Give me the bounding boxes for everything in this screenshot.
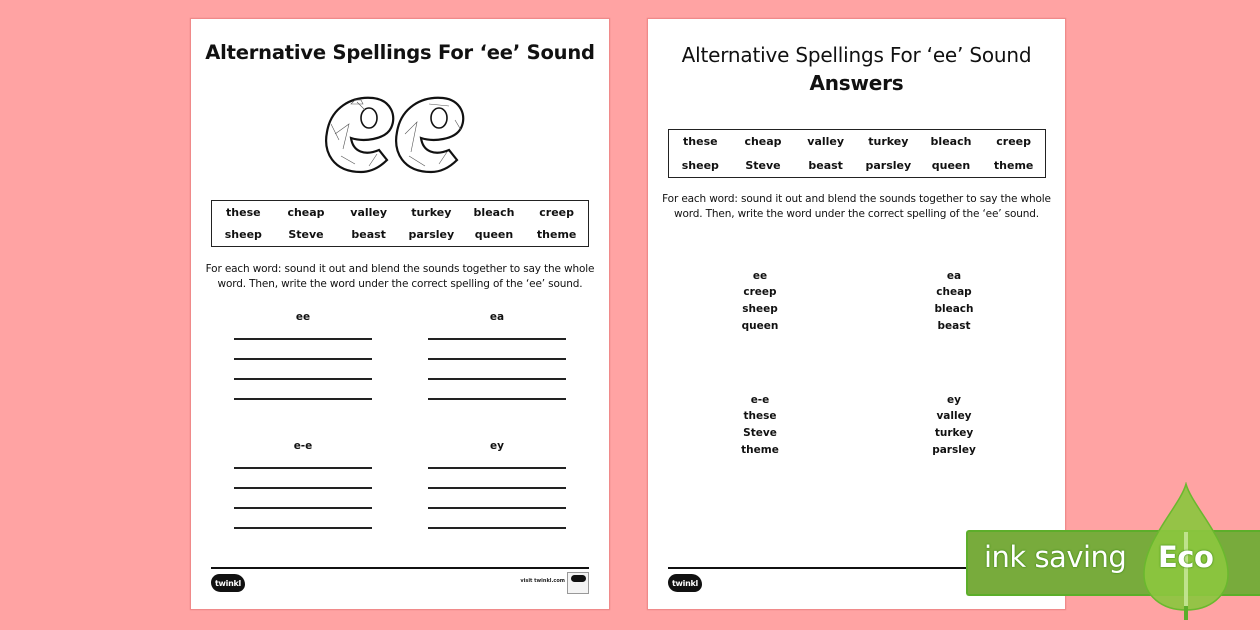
answer-line[interactable] <box>428 378 566 380</box>
word-bank-cell: creep <box>539 205 575 219</box>
sort-group-ee <box>233 309 373 400</box>
word-bank-cell: cheap <box>744 135 782 149</box>
worksheet-page <box>190 18 610 610</box>
answer-word: sheep <box>742 303 778 315</box>
word-bank-cell: these <box>226 205 261 219</box>
word-bank-cell: queen <box>931 158 971 172</box>
answer-word: theme <box>741 444 779 456</box>
answer-word: cheap <box>936 286 972 298</box>
answer-word: these <box>743 410 777 422</box>
answers-page <box>647 18 1066 610</box>
word-bank-cell: sheep <box>224 228 262 242</box>
answer-word: beast <box>937 320 971 332</box>
word-bank-cell: bleach <box>930 135 972 149</box>
answer-line[interactable] <box>234 358 372 360</box>
visit-link[interactable]: visit twinkl.com <box>520 578 565 584</box>
ink-saving-label: ink saving <box>984 540 1127 574</box>
ee-letters-graphic <box>321 94 471 174</box>
group-heading: ey <box>490 440 504 452</box>
answer-line[interactable] <box>234 507 372 509</box>
answer-line[interactable] <box>234 398 372 400</box>
twinkl-logo: twinkl <box>668 574 702 592</box>
worksheet-title: Alternative Spellings For ‘ee’ Sound <box>205 41 595 64</box>
answer-line[interactable] <box>234 378 372 380</box>
answer-line[interactable] <box>234 527 372 529</box>
word-bank-cell: parsley <box>408 228 455 242</box>
sort-group-ea <box>427 309 567 400</box>
answer-line[interactable] <box>428 398 566 400</box>
twinkl-logo: twinkl <box>211 574 245 592</box>
answer-word: parsley <box>932 444 976 456</box>
word-bank-table <box>668 129 1046 178</box>
word-bank-cell: bleach <box>473 205 515 219</box>
word-bank-cell: Steve <box>745 158 781 172</box>
answer-line[interactable] <box>234 338 372 340</box>
word-bank-cell: cheap <box>287 205 325 219</box>
answer-word: bleach <box>934 303 974 315</box>
group-heading: ea <box>946 270 962 282</box>
quality-badge-icon <box>567 572 589 594</box>
answers-title <box>648 41 1065 97</box>
answer-word: queen <box>741 320 779 332</box>
word-bank-cell: beast <box>808 158 843 172</box>
word-bank-cell: these <box>683 135 718 149</box>
answer-line[interactable] <box>428 467 566 469</box>
answer-line[interactable] <box>234 487 372 489</box>
answer-line[interactable] <box>428 338 566 340</box>
answers-subtitle: Answers <box>809 71 904 95</box>
answer-group-ea <box>884 268 1024 335</box>
answer-group-e-e <box>690 392 830 459</box>
answer-word: Steve <box>743 427 777 439</box>
answers-title-main: Alternative Spellings For ‘ee’ Sound <box>681 43 1032 67</box>
group-heading: ee <box>295 311 311 323</box>
answer-line[interactable] <box>234 467 372 469</box>
group-heading: ee <box>752 270 768 282</box>
word-bank-cell: Steve <box>288 228 324 242</box>
group-heading: e-e <box>750 394 770 406</box>
answer-group-ey <box>884 392 1024 459</box>
eco-label: Eco <box>1158 540 1214 574</box>
sort-group-e-e <box>233 438 373 529</box>
answer-group-ee <box>690 268 830 335</box>
answer-line[interactable] <box>428 358 566 360</box>
answer-word: valley <box>936 410 972 422</box>
word-bank-cell: creep <box>996 135 1032 149</box>
word-bank-cell: valley <box>807 135 845 149</box>
answer-line[interactable] <box>428 507 566 509</box>
answers-instructions: For each word: sound it out and blend the sounds together to say the whole word. Then, write the word under the correct spelling of the ‘ee’ sound. <box>662 193 1051 220</box>
word-bank-cell: turkey <box>868 135 909 149</box>
group-heading: e-e <box>293 440 313 452</box>
sort-group-ey <box>427 438 567 529</box>
word-bank-cell: theme <box>536 228 577 242</box>
word-bank-table <box>211 200 589 247</box>
word-bank-cell: turkey <box>411 205 452 219</box>
group-heading: ea <box>489 311 505 323</box>
word-bank-cell: beast <box>351 228 386 242</box>
group-heading: ey <box>947 394 961 406</box>
footer-divider <box>211 567 589 569</box>
word-bank-cell: sheep <box>681 158 719 172</box>
word-bank-cell: queen <box>474 228 514 242</box>
word-bank-cell: parsley <box>865 158 912 172</box>
answer-line[interactable] <box>428 487 566 489</box>
word-bank-cell: valley <box>350 205 388 219</box>
word-bank-cell: theme <box>993 158 1034 172</box>
answer-line[interactable] <box>428 527 566 529</box>
answer-word: turkey <box>934 427 974 439</box>
worksheet-instructions: For each word: sound it out and blend the sounds together to say the whole word. Then, write the word under the correct spelling of the ‘ee’ sound. <box>205 263 595 290</box>
answer-word: creep <box>743 286 777 298</box>
